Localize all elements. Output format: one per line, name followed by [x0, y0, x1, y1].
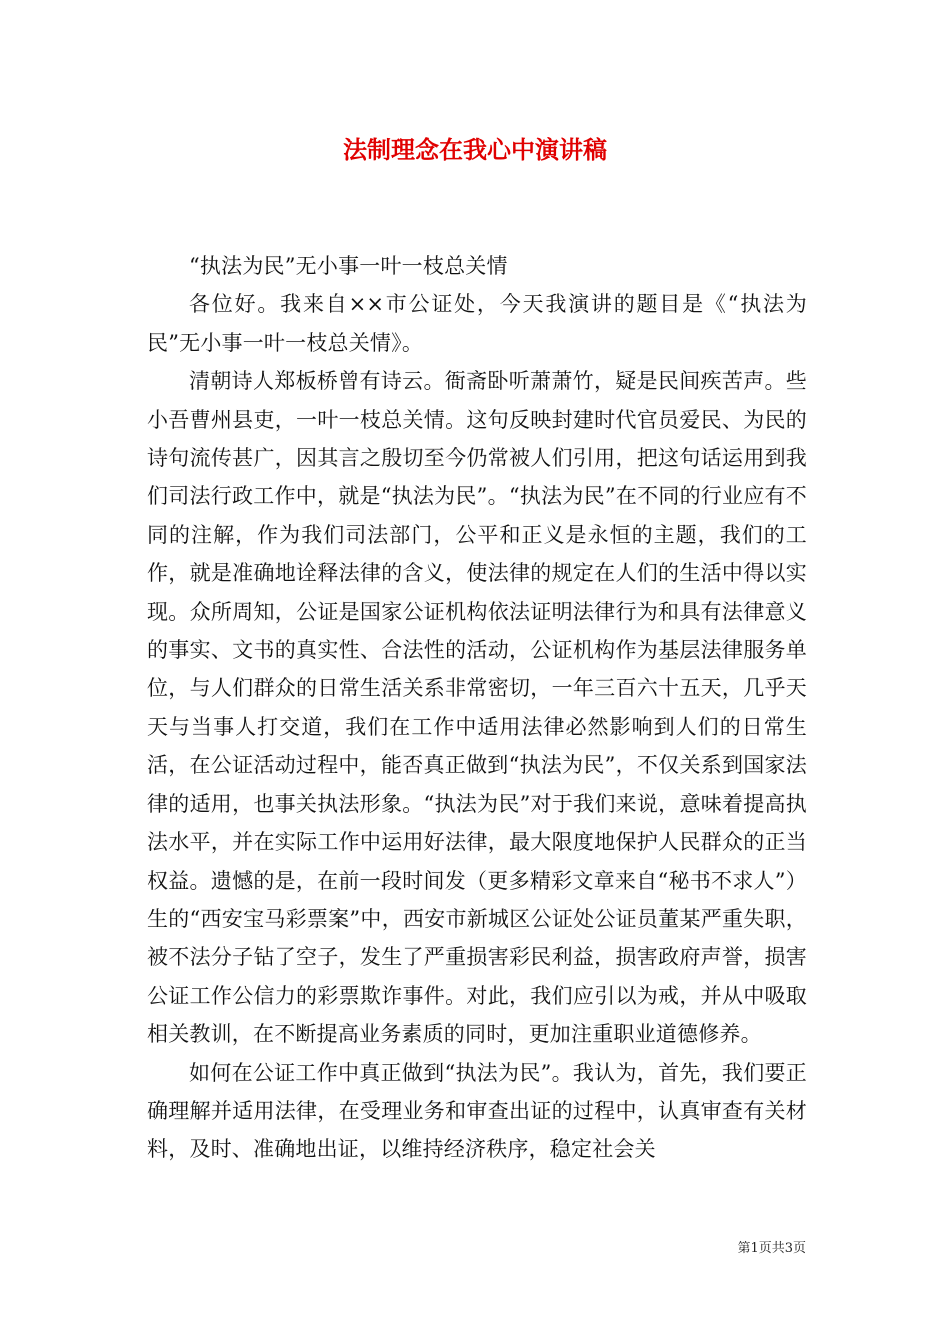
- paragraph-heading: “执法为民”无小事一叶一枝总关情: [189, 254, 508, 278]
- paragraph-greeting: 各位好。我来自××市公证处，今天我演讲的题目是《“执法为民”无小事一叶一枝总关情》。: [147, 292, 807, 355]
- document-body: [147, 247, 807, 1169]
- document-title: 法制理念在我心中演讲稿: [343, 135, 607, 164]
- paragraph-main: 清朝诗人郑板桥曾有诗云。衙斋卧听萧萧竹，疑是民间疾苦声。些小吾曹州县吏，一叶一枝总关情。这句反映封建时代官员爱民、为民的诗句流传甚广，因其言之殷切至今仍常被人们引用，把这句话运用到我们司法行政工作中，就是“执法为民”。“执法为民”在不同的行业应有不同的注解，作为我们司法部门，公平和正义是永恒的主题，我们的工作，就是准确地诠释法律的含义，使法律的规定在人们的生活中得以实现。众所周知，公证是国家公证机构依法证明法律行为和具有法律意义的事实、文书的真实性、合法性的活动，公证机构作为基层法律服务单位，与人们群众的日常生活关系非常密切，一年三百六十五天，几乎天天与当事人打交道，我们在工作中适用法律必然影响到人们的日常生活，在公证活动过程中，能否真正做到“执法为民”，不仅关系到国家法律的适用，也事关执法形象。“执法为民”对于我们来说，意味着提高执法水平，并在实际工作中运用好法律，最大限度地保护人民群众的正当权益。遗憾的是，在前一段时间发（更多精彩文章来自“秘书不求人”）生的“西安宝马彩票案”中，西安市新城区公证处公证员董某严重失职，被不法分子钻了空子，发生了严重损害彩民利益，损害政府声誉，损害公证工作公信力的彩票欺诈事件。对此，我们应引以为戒，并从中吸取相关教训，在不断提高业务素质的同时，更加注重职业道德修养。: [147, 369, 807, 1047]
- paragraph-how: 如何在公证工作中真正做到“执法为民”。我认为，首先，我们要正确理解并适用法律，在受理业务和审查出证的过程中，认真审查有关材料，及时、准确地出证，以维持经济秩序，稳定社会关: [147, 1060, 807, 1162]
- page-number: 第1页共3页: [737, 1241, 806, 1256]
